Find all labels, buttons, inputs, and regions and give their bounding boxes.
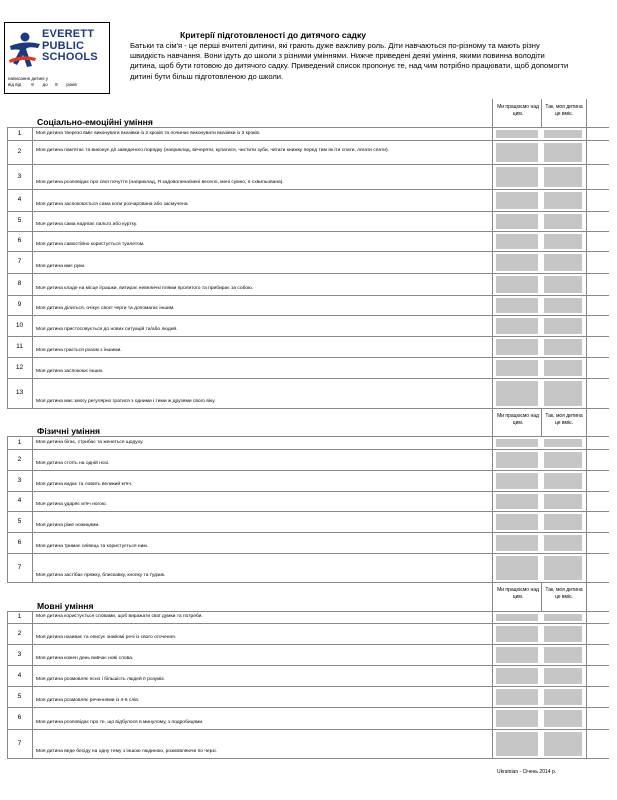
item-text: Моя дитина пристосовується до нових ситуацій та/або людей. [36,327,178,332]
logo-line-3: SCHOOLS [42,51,98,63]
row-divider [7,436,609,437]
checkbox-working[interactable] [496,234,538,249]
row-divider [7,449,609,450]
row-divider [7,686,609,687]
row-divider [7,315,609,316]
item-text: Моя дитина сама надягає пальто або куртку. [36,222,138,227]
checkbox-yes[interactable] [544,647,582,663]
row-divider [7,336,609,337]
item-number: 2 [17,148,22,155]
row-divider [7,623,609,624]
checkbox-working[interactable] [496,732,538,756]
page-title: Критерії підготовленості до дитячого садку [180,30,367,40]
item-text: Моя дитина розмовляє ясно і більшість людей її розуміє. [36,677,166,682]
checkbox-working[interactable] [496,192,538,209]
item-number: 4 [17,671,22,679]
checkbox-working[interactable] [496,535,538,551]
item-number: 3 [17,650,22,658]
item-text: Моя дитина заспокоюється сама коли розчарована або засмучена. [36,202,189,207]
logo-line-1: EVERETT [42,28,95,40]
checkbox-working[interactable] [496,647,538,663]
item-text: Моя дитина має змогу регулярно гратися з одними і тими ж друзями свого віку. [36,399,216,404]
checkbox-working[interactable] [496,614,538,621]
col-divider [32,127,33,408]
item-number: 6 [17,237,22,244]
row-divider [7,378,609,379]
checkbox-yes[interactable] [544,473,582,489]
item-number: 7 [17,258,22,265]
item-text: Моя дитина розповідає про свої почуття (наприклад, Я задоволена/мені весело, мені сумно, я схвильована). [36,180,284,185]
school-logo-icon [8,30,42,70]
row-divider [7,582,609,583]
row-divider [7,729,609,730]
logo-subtitle [8,76,106,88]
item-text: Моя дитина застібає пряжку, блискавку, кнопку та ґудзик. [36,573,166,578]
row-divider [7,251,609,252]
item-number: 7 [17,739,22,747]
checkbox-yes[interactable] [544,318,582,334]
footer-note: Ukrainian - Січень 2014 р. [497,769,557,775]
checkbox-working[interactable] [496,626,538,642]
logo-sub-line-2: від від 8 до 8 років [8,82,77,87]
col-header-yes: Так, моя дитина це вміє. [545,104,583,117]
item-number: 5 [17,217,22,224]
checkbox-working[interactable] [496,473,538,489]
row-divider [7,611,609,612]
row-divider [7,408,609,409]
col-divider [541,99,542,127]
row-divider [7,511,609,512]
checkbox-working[interactable] [496,494,538,509]
row-divider [7,553,609,554]
item-text: Моя дитина самостійно користується туалетом. [36,242,145,247]
section-title: Соціально-емоційні уміння [37,117,153,127]
item-number: 3 [17,172,22,180]
item-number: 6 [17,714,22,721]
col-divider [32,436,33,582]
col-header-working: Ми працюємо над цим. [497,413,539,426]
checkbox-working[interactable] [496,276,538,293]
checkbox-working[interactable] [496,689,538,705]
checkbox-working[interactable] [496,167,538,187]
checkbox-yes[interactable] [544,276,582,293]
row-divider [7,470,609,471]
item-number: 2 [17,455,22,463]
item-text: Моя дитина ріже ножицями. [36,523,100,528]
item-text: Моя дитина кладе на місце іграшки, витирає невеличкі плями пролитого та прибирає за собою. [36,286,254,291]
col-divider [492,99,493,408]
row-divider [7,189,609,190]
item-text: Моя дитина грається разом з іншими. [36,348,122,353]
row-divider [7,491,609,492]
item-text: Моя дитина бігає, стрибає та женеться щодуху. [36,440,144,445]
item-text: Моя дитина кидає та ловить великий м'яч. [36,482,133,487]
checkbox-yes[interactable] [544,192,582,209]
checkbox-yes[interactable] [544,614,582,621]
logo-text [42,29,108,64]
row-divider [7,164,609,165]
checkbox-yes[interactable] [544,234,582,249]
checkbox-yes[interactable] [544,298,582,313]
row-divider [7,357,609,358]
item-text: Моя дитина ударяє м'яч ногою. [36,502,107,507]
row-divider [7,644,609,645]
section-title: Мовні уміння [37,601,94,611]
checkbox-yes[interactable] [544,710,582,727]
col-divider [541,582,542,611]
item-number: 2 [17,629,22,637]
checkbox-yes[interactable] [544,514,582,530]
checkbox-working[interactable] [496,439,538,447]
item-text: Моя дитина миє руки. [36,264,86,269]
col-header-working: Ми працюємо над цим. [497,104,539,117]
item-number: 5 [17,517,22,525]
item-number: 4 [17,497,22,504]
checkbox-working[interactable] [496,130,538,138]
checkbox-yes[interactable] [544,381,582,406]
checkbox-yes[interactable] [544,339,582,355]
col-divider [492,408,493,582]
item-text: Моя дитина користується словами, щоб виражати свої думки та потреби. [36,614,203,619]
col-divider [586,408,587,582]
checkbox-working[interactable] [496,214,538,229]
item-text: Моя дитина веде бесіду на одну тему з іншою людиною, розмовляючи по черзі. [36,749,217,754]
checkbox-yes[interactable] [544,439,582,447]
row-divider [7,665,609,666]
checkbox-yes[interactable] [544,143,582,162]
item-number: 5 [17,692,22,700]
item-text: Моя дитина стоїть на одній нозі. [36,461,110,466]
checkbox-yes[interactable] [544,167,582,187]
checkbox-yes[interactable] [544,689,582,705]
col-divider [32,611,33,758]
item-number: 6 [17,538,22,546]
item-number: 3 [17,476,22,484]
checkbox-yes[interactable] [544,668,582,684]
col-divider [541,408,542,436]
checkbox-working[interactable] [496,360,538,376]
row-divider [7,211,609,212]
checkbox-working[interactable] [496,298,538,313]
checkbox-working[interactable] [496,452,538,468]
col-divider [492,582,493,758]
intro-paragraph: Батьки та сім'я - це перші вчителі дитини, які грають дуже важливу роль. Діти навчаються по-різному та мають різну швидкість навчання. Вони ідуть до школи з різними уміннями. Нижче приведені деякі уміння, якими повинна володіти дитина, щоб бути готовою до дитячого садку. Приведений список пропонує те, над чим потрібно працювати, щоб допомогти дитині бути більш підготовленою до школи. [130,41,569,81]
row-divider [7,532,609,533]
item-number: 13 [15,389,24,396]
col-divider [586,582,587,758]
col-header-yes: Так, моя дитина це вміє. [545,413,583,426]
checkbox-working[interactable] [496,514,538,530]
item-text: Моя дитина розмовляє реченнями із 4-6 слів. [36,698,140,703]
checkbox-working[interactable] [496,710,538,727]
item-number: 4 [17,196,22,203]
item-text: Моя дитина розповідає про те, що відбулося в минулому, з подробицями. [36,720,204,725]
checkbox-yes[interactable] [544,452,582,468]
checkbox-working[interactable] [496,556,538,580]
checkbox-yes[interactable] [544,254,582,271]
item-number: 8 [17,280,22,287]
section-title: Фізичні уміння [37,426,101,436]
row-divider [7,707,609,708]
item-number: 10 [15,321,24,329]
logo-sub-line-1: написання дитині у [8,76,49,81]
col-header-yes: Так, моя дитина це вміє. [545,587,583,600]
checkbox-working[interactable] [496,381,538,406]
row-divider [7,127,609,128]
item-number: 7 [17,563,22,571]
checkbox-yes[interactable] [544,535,582,551]
row-divider [7,231,609,232]
checkbox-yes[interactable] [544,556,582,580]
checkbox-working[interactable] [496,318,538,334]
row-divider [7,295,609,296]
checkbox-yes[interactable] [544,360,582,376]
item-text: Моя дитина пам'ятає та виконує дії заведеного порядку (наприклад, вечеряти, купатися, чистити зуби, читати книжку перед тим як іти спати, лягати спати). [36,148,389,153]
checkbox-working[interactable] [496,668,538,684]
checkbox-yes[interactable] [544,130,582,138]
item-number: 1 [17,613,22,620]
item-number: 1 [17,438,22,446]
checkbox-working[interactable] [496,254,538,271]
item-text: Моя дитина тверезо вміє виконувати вказівки із 2 кроків та починає виконувати вказівки із 3 кроків. [36,131,261,136]
item-number: 1 [17,129,22,137]
item-number: 9 [17,301,22,308]
checkbox-yes[interactable] [544,626,582,642]
row-divider [7,140,609,141]
checkbox-working[interactable] [496,143,538,162]
logo-line-2: PUBLIC [42,39,85,52]
item-text: Моя дитина називає та описує знайомі речі із свого оточення. [36,635,177,640]
checkbox-working[interactable] [496,339,538,355]
checkbox-yes[interactable] [544,494,582,509]
row-divider [7,273,609,274]
item-number: 11 [16,342,23,350]
item-text: Моя дитина заспокоює інших. [36,369,104,374]
item-text: Моя дитина ділиться, очікує своєї черги та допомагає іншим. [36,306,175,311]
checkbox-yes[interactable] [544,732,582,756]
item-text: Моя дитина кожен день вивчає нові слова. [36,656,134,661]
item-number: 12 [15,363,24,371]
item-text: Моя дитина тримає олівець та користується ним. [36,544,149,549]
col-divider [586,99,587,408]
col-header-working: Ми працюємо над цим. [497,587,539,600]
checkbox-yes[interactable] [544,214,582,229]
row-divider [7,758,609,759]
